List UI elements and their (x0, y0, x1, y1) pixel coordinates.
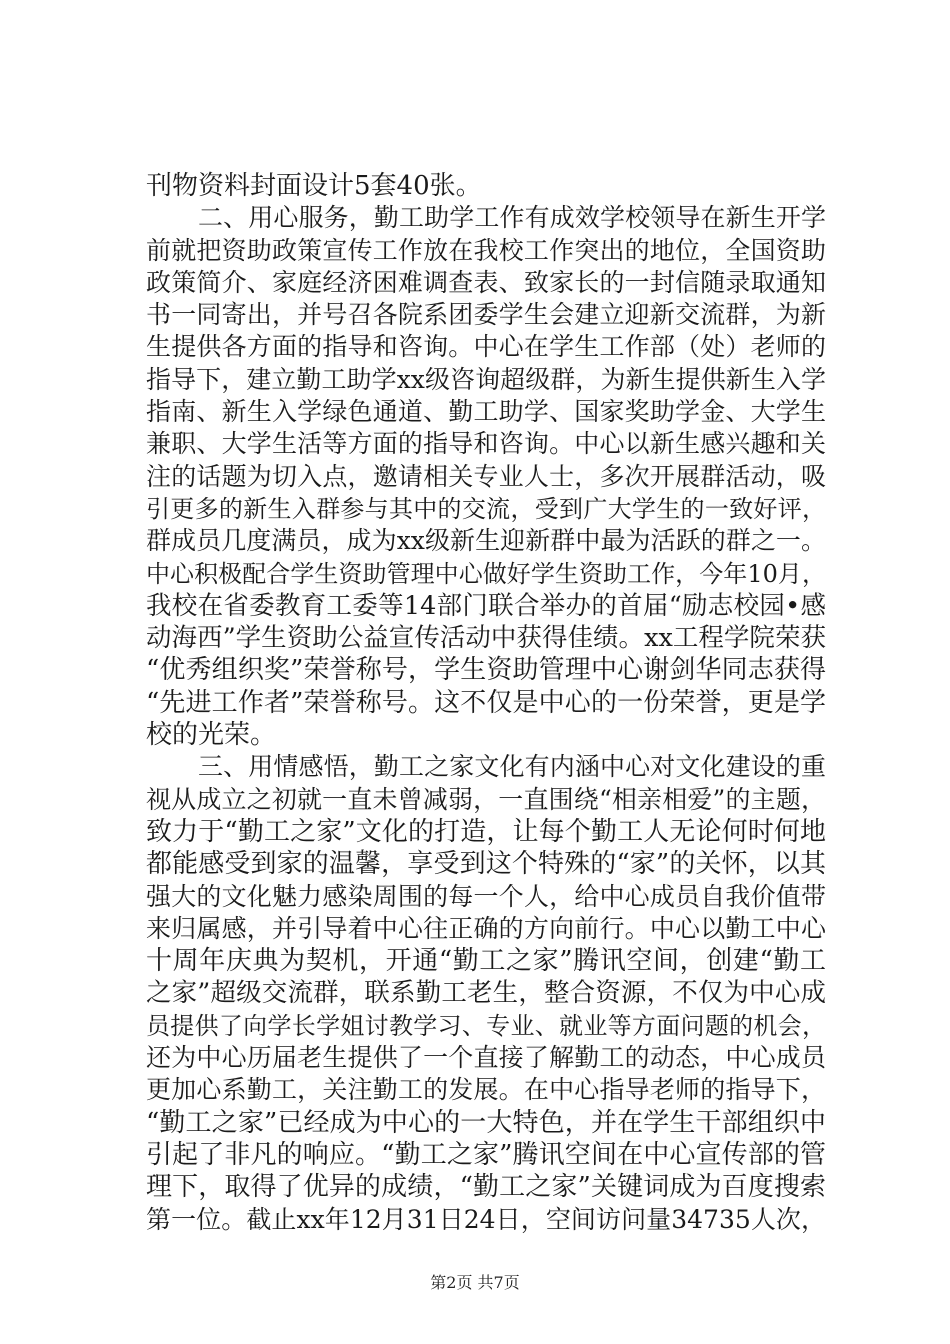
text-line: 动海西”学生资助公益宣传活动中获得佳绩。xx工程学院荣获 (146, 623, 826, 654)
text-line: 致力于“勤工之家”文化的打造，让每个勤工人无论何时何地 (146, 816, 826, 847)
page-footer: 第2页 共7页 (430, 1273, 520, 1292)
text-line: 引起了非凡的响应。“勤工之家”腾讯空间在中心宣传部的管 (146, 1139, 826, 1170)
text-line: 更加心系勤工，关注勤工的发展。在中心指导老师的指导下， (146, 1075, 826, 1105)
text-line: 二、用心服务，勤工助学工作有成效学校领导在新生开学 (198, 203, 826, 233)
text-line: 指南、新生入学绿色通道、勤工助学、国家奖助学金、大学生 (146, 397, 826, 427)
text-line: 之家”超级交流群，联系勤工老生，整合资源，不仅为中心成 (146, 978, 826, 1009)
text-line: 生提供各方面的指导和咨询。中心在学生工作部（处）老师的 (146, 332, 826, 362)
text-line: 都能感受到家的温馨，享受到这个特殊的“家”的关怀，以其 (146, 849, 826, 880)
text-line: 还为中心历届老生提供了一个直接了解勤工的动态，中心成员 (146, 1043, 826, 1073)
text-line: 强大的文化魅力感染周围的每一个人，给中心成员自我价值带 (146, 881, 826, 911)
text-line: 引更多的新生入群参与其中的交流，受到广大学生的一致好评， (146, 494, 826, 523)
text-line: 校的光荣。 (146, 720, 277, 751)
text-line: 指导下，建立勤工助学xx级咨询超级群，为新生提供新生入学 (146, 364, 826, 394)
text-line: 来归属感，并引导着中心往正确的方向前行。中心以勤工中心 (146, 913, 826, 943)
text-line: 第一位。截止xx年12月31日24日，空间访问量34735人次， (146, 1204, 826, 1234)
text-line: 中心积极配合学生资助管理中心做好学生资助工作，今年10月， (146, 559, 826, 588)
text-line: 书一同寄出，并号召各院系团委学生会建立迎新交流群，为新 (146, 300, 826, 330)
text-line: 理下，取得了优异的成绩，“勤工之家”关键词成为百度搜索 (146, 1172, 826, 1203)
text-line: 注的话题为切入点，邀请相关专业人士，多次开展群活动，吸 (146, 461, 826, 491)
text-line: 兼职、大学生活等方面的指导和咨询。中心以新生感兴趣和关 (146, 429, 826, 459)
text-line: 我校在省委教育工委等14部门联合举办的首届“励志校园•感 (146, 590, 826, 621)
text-line: 刊物资料封面设计5套40张。 (146, 171, 482, 201)
text-line: 十周年庆典为契机，开通“勤工之家”腾讯空间，创建“勤工 (146, 946, 826, 977)
document-body (146, 170, 826, 1236)
text-line: 前就把资助政策宣传工作放在我校工作突出的地位，全国资助 (146, 235, 826, 265)
text-line: 政策简介、家庭经济困难调查表、致家长的一封信随录取通知 (146, 267, 826, 297)
text-line: 视从成立之初就一直未曾减弱，一直围绕“相亲相爱”的主题， (146, 784, 826, 814)
text-line: “优秀组织奖”荣誉称号，学生资助管理中心谢剑华同志获得 (146, 655, 826, 686)
text-line: “勤工之家”已经成为中心的一大特色，并在学生干部组织中 (146, 1107, 826, 1138)
text-line: 员提供了向学长学姐讨教学习、专业、就业等方面问题的机会， (146, 1011, 826, 1040)
text-line: 群成员几度满员，成为xx级新生迎新群中最为活跃的群之一。 (146, 526, 826, 556)
text-line: 三、用情感悟，勤工之家文化有内涵中心对文化建设的重 (198, 752, 826, 782)
text-line: “先进工作者”荣誉称号。这不仅是中心的一份荣誉，更是学 (146, 687, 826, 718)
